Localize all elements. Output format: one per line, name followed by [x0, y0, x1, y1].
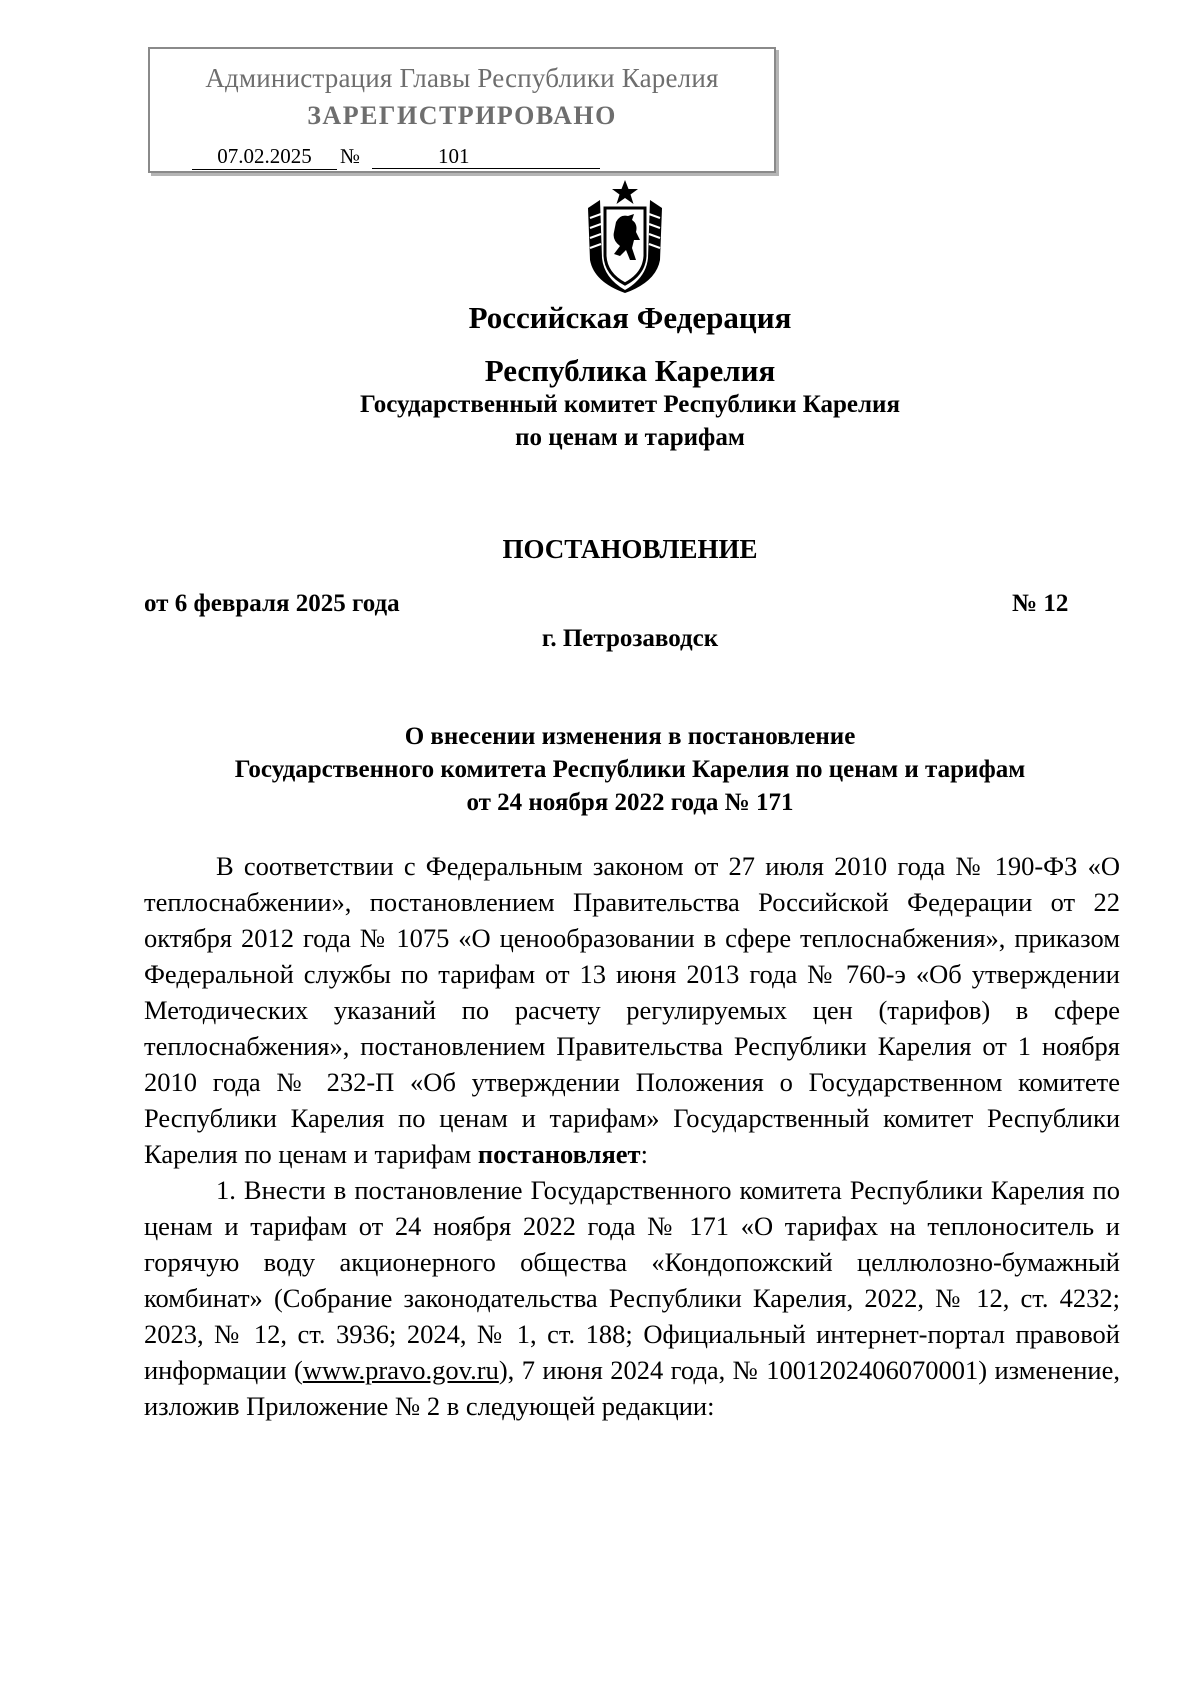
paragraph-1-bold-word: постановляет	[477, 1139, 641, 1169]
stamp-date: 07.02.2025	[192, 143, 337, 170]
stamp-number: 101	[372, 143, 600, 169]
paragraph-2-end: ), 7 июня 2024 года, № 1001202406070001) изменение, изложив Приложение № 2 в следующей редакции:	[144, 1355, 1120, 1421]
document-type: ПОСТАНОВЛЕНИЕ	[502, 534, 758, 564]
registration-stamp	[148, 47, 776, 173]
header-republic: Республика Карелия	[484, 353, 776, 388]
paragraph-1-text: В соответствии с Федеральным законом от 27 июля 2010 года № 190-ФЗ «О теплоснабжении», постановлением Правительства Российской Федерации от 22 октября 2012 года № 1075 «О ценообразовании в сфере теплоснабжения», приказом Федеральной службы по тарифам от 13 июня 2013 года № 760-э «Об утверждении Методических указаний по расчету регулируемых цен (тарифов) в сфере теплоснабжения», постановлением Правительства Республики Карелия от 1 ноября 2010 года № 232-П «Об утверждении Положения о Государственном комитете Республики Карелия по ценам и тарифам» Государственный комитет Республики Карелия по ценам и тарифам	[144, 851, 1120, 1169]
document-body	[144, 848, 1120, 1424]
paragraph-1-end: :	[640, 1139, 648, 1169]
document-title-line1: О внесении изменения в постановление	[404, 723, 856, 750]
header-federation: Российская Федерация	[468, 300, 792, 335]
paragraph-2-text: 1. Внести в постановление Государственного комитета Республики Карелия по ценам и тарифам от 24 ноября 2022 года № 171 «О тарифах на теплоноситель и горячую воду акционерного общества «Кондопожский целлюлозно-бумажный комбинат» (Собрание законодательства Республики Карелия, 2022, № 12, ст. 4232; 2023, № 12, ст. 3936; 2024, № 1, ст. 188; Официальный интернет-портал правовой информации (	[144, 1175, 1120, 1385]
document-city: г. Петрозаводск	[541, 625, 719, 652]
karelia-coat-of-arms-icon	[580, 178, 670, 294]
document-title-line2: Государственного комитета Республики Карелия по ценам и тарифам	[234, 756, 1026, 783]
document-number: № 12	[1012, 590, 1069, 617]
stamp-authority: Администрация Главы Республики Карелия	[205, 63, 719, 93]
stamp-registered: ЗАРЕГИСТРИРОВАНО	[307, 101, 617, 130]
body-paragraph-1	[144, 848, 1120, 1172]
pravo-link[interactable]: www.pravo.gov.ru	[302, 1355, 499, 1385]
document-title-line3: от 24 ноября 2022 года № 171	[466, 789, 794, 816]
header-committee-line1: Государственный комитет Республики Карелия	[360, 391, 900, 418]
header-committee-line2: по ценам и тарифам	[515, 424, 745, 451]
document-date: от 6 февраля 2025 года	[144, 590, 400, 617]
stamp-number-sign: №	[340, 144, 361, 168]
body-paragraph-2	[144, 1172, 1120, 1424]
